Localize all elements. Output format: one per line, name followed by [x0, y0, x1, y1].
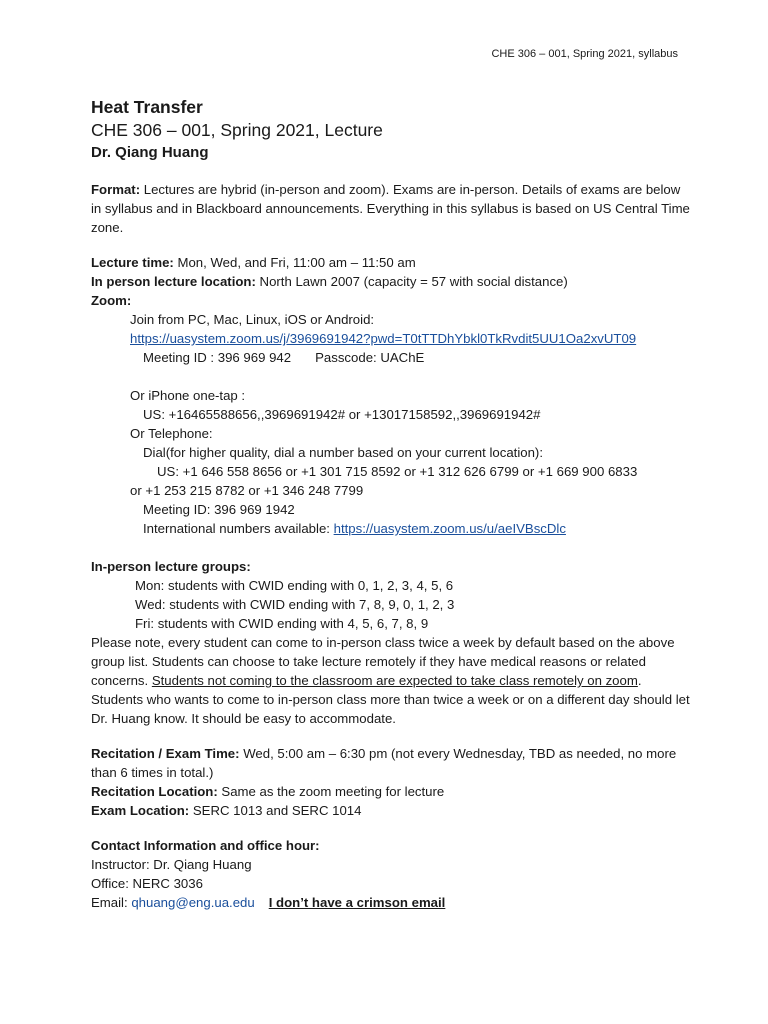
- zoom-meeting-line: [91, 348, 691, 367]
- groups-note-part1: Please note, every student can come to in-person class twice a week by default based on the above group list. Students can choose to take lecture remotely if they have medical reasons or related concerns.: [91, 635, 675, 688]
- exam-location-value: SERC 1013 and SERC 1014: [189, 803, 362, 818]
- recitation-time-line: [91, 744, 691, 782]
- intl-link[interactable]: https://uasystem.zoom.us/u/aeIVBscDlc: [333, 521, 566, 536]
- us-numbers-1: US: +1 646 558 8656 or +1 301 715 8592 or +1 312 626 6799 or +1 669 900 6833: [157, 464, 638, 479]
- recitation-location-label: Recitation Location:: [91, 784, 218, 799]
- zoom-passcode: Passcode: UAChE: [315, 350, 425, 365]
- email-link[interactable]: qhuang@eng.ua.edu: [131, 895, 255, 910]
- recitation-location-line: [91, 782, 691, 801]
- iphone-numbers: US: +16465588656,,3969691942# or +13017158592,,3969691942#: [143, 407, 541, 422]
- groups-label: In-person lecture groups:: [91, 559, 251, 574]
- format-paragraph: [91, 180, 691, 237]
- groups-note-underlined: Students not coming to the classroom are expected to take class remotely on zoom: [151, 673, 638, 688]
- iphone-label: Or iPhone one-tap :: [130, 388, 246, 403]
- groups-note: [91, 633, 691, 728]
- contact-label: Contact Information and office hour:: [91, 838, 320, 853]
- lecture-location-label: In person lecture location:: [91, 274, 256, 289]
- lecture-time-line: [91, 253, 691, 272]
- document-body: [91, 96, 691, 912]
- lecture-time-value: Mon, Wed, and Fri, 11:00 am – 11:50 am: [173, 255, 416, 270]
- dial-text: Dial(for higher quality, dial a number based on your current location):: [143, 445, 543, 460]
- zoom-join-link[interactable]: https://uasystem.zoom.us/j/3969691942?pwd=T0tTTDhYbkl0TkRvdit5UU1Oa2xvUT09: [130, 331, 637, 346]
- us-numbers-2: or +1 253 215 8782 or +1 346 248 7799: [130, 483, 364, 498]
- lecture-location-line: [91, 272, 691, 291]
- telephone-label: Or Telephone:: [130, 426, 213, 441]
- zoom-label: Zoom:: [91, 293, 132, 308]
- exam-location-label: Exam Location:: [91, 803, 190, 818]
- email-label: Email:: [91, 895, 132, 910]
- recitation-time-value: Wed, 5:00 am – 6:30 pm (not every Wednesday, TBD as needed, no more than 6 times in total.): [91, 746, 677, 780]
- recitation-location-value: Same as the zoom meeting for lecture: [217, 784, 445, 799]
- exam-location-line: [91, 801, 691, 820]
- course-subtitle: CHE 306 – 001, Spring 2021, Lecture: [91, 120, 383, 140]
- phone-meeting-id: Meeting ID: 396 969 1942: [143, 502, 295, 517]
- group-fri: Fri: students with CWID ending with 4, 5, 6, 7, 8, 9: [135, 616, 429, 631]
- groups-note-part2: . Students who wants to come to in-person class more than twice a week or on a different day should let Dr. Huang know. It should be easy to accommodate.: [91, 673, 690, 726]
- lecture-location-value: North Lawn 2007 (capacity = 57 with social distance): [255, 274, 568, 289]
- course-title: Heat Transfer: [91, 97, 203, 117]
- recitation-time-label: Recitation / Exam Time:: [91, 746, 240, 761]
- crimson-email-note: I don’t have a crimson email: [268, 895, 446, 910]
- instructor-name: Dr. Qiang Huang: [91, 144, 209, 161]
- zoom-meeting-id: Meeting ID : 396 969 942: [143, 350, 292, 365]
- contact-office: Office: NERC 3036: [91, 876, 203, 891]
- zoom-join-text: Join from PC, Mac, Linux, iOS or Android:: [130, 312, 375, 327]
- intl-label: International numbers available:: [143, 521, 334, 536]
- contact-email-line: [91, 893, 691, 912]
- group-wed: Wed: students with CWID ending with 7, 8, 9, 0, 1, 2, 3: [135, 597, 455, 612]
- lecture-time-label: Lecture time:: [91, 255, 174, 270]
- format-text: Lectures are hybrid (in-person and zoom). Exams are in-person. Details of exams are below in syllabus and in Blackboard announcements. Everything in this syllabus is based on US Central Time zone.: [91, 182, 690, 235]
- running-header: CHE 306 – 001, Spring 2021, syllabus: [491, 48, 678, 60]
- group-mon: Mon: students with CWID ending with 0, 1, 2, 3, 4, 5, 6: [135, 578, 454, 593]
- intl-numbers-line: [91, 519, 691, 538]
- format-label: Format:: [91, 182, 141, 197]
- contact-instructor: Instructor: Dr. Qiang Huang: [91, 857, 252, 872]
